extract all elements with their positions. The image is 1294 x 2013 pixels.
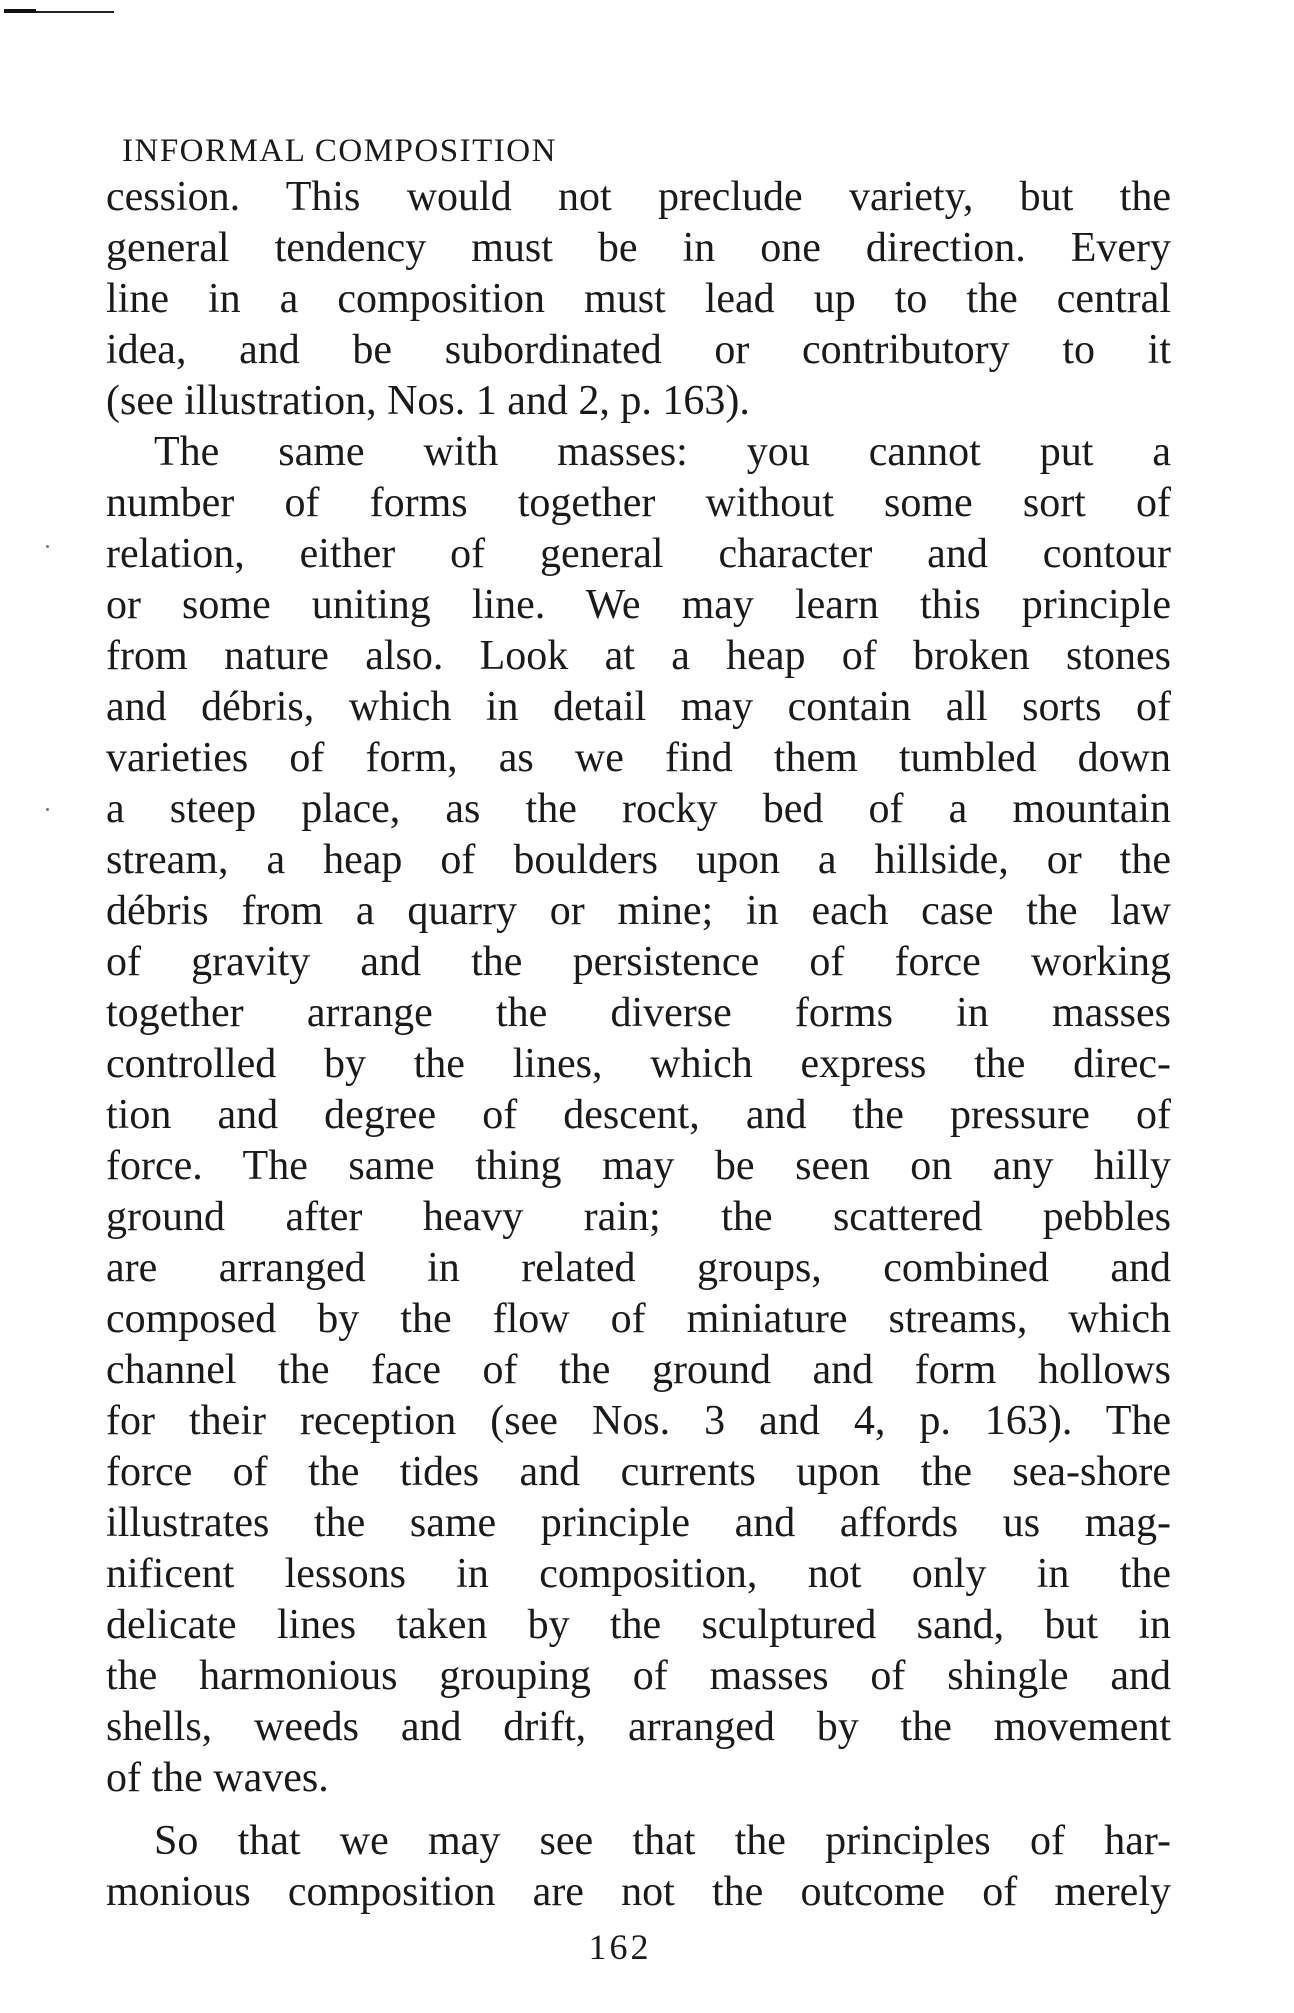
text-line: or some uniting line. We may learn this principle [106,582,1171,628]
text-line: together arrange the diverse forms in masses [106,990,1171,1036]
text-line: general tendency must be in one direction. Every [106,225,1171,271]
text-line: shells, weeds and drift, arranged by the movement [106,1704,1171,1750]
text-line: from nature also. Look at a heap of broken stones [106,633,1171,679]
text-line: monious composition are not the outcome of merely [106,1869,1171,1915]
text-line: idea, and be subordinated or contributory to it [106,327,1171,373]
text-line: channel the face of the ground and form hollows [106,1347,1171,1393]
text-line: number of forms together without some sort of [106,480,1171,526]
paragraph-gap [106,1804,1171,1816]
text-line: relation, either of general character and contour [106,531,1171,577]
page-number: 162 [588,1927,652,1967]
text-line: for their reception (see Nos. 3 and 4, p. 163). The [106,1398,1171,1444]
text-line: controlled by the lines, which express the direc- [106,1041,1171,1087]
text-line: (see illustration, Nos. 1 and 2, p. 163). [106,378,750,424]
text-line: cession. This would not preclude variety, but the [106,174,1171,220]
text-line: tion and degree of descent, and the pressure of [106,1092,1171,1138]
body-text [106,172,1171,1918]
text-line: illustrates the same principle and affords us mag- [106,1500,1171,1546]
text-line: stream, a heap of boulders upon a hillside, or the [106,837,1171,883]
text-line: ground after heavy rain; the scattered pebbles [106,1194,1171,1240]
text-line: composed by the flow of miniature streams, which [106,1296,1171,1342]
corner-rule-mark [4,11,114,13]
text-line: of the waves. [106,1755,329,1801]
text-line: line in a composition must lead up to the central [106,276,1171,322]
text-line: débris from a quarry or mine; in each case the law [106,888,1171,934]
page-speck [46,545,49,548]
text-line: varieties of form, as we find them tumbled down [106,735,1171,781]
text-line: force. The same thing may be seen on any hilly [106,1143,1171,1189]
text-line: the harmonious grouping of masses of shingle and [106,1653,1171,1699]
text-line: delicate lines taken by the sculptured sand, but in [106,1602,1171,1648]
text-line: and débris, which in detail may contain all sorts of [106,684,1171,730]
text-line: of gravity and the persistence of force working [106,939,1171,985]
page-speck [46,808,49,811]
text-line: nificent lessons in composition, not only in the [106,1551,1171,1597]
text-line: are arranged in related groups, combined and [106,1245,1171,1291]
text-line: So that we may see that the principles of har- [154,1818,1171,1864]
running-head: INFORMAL COMPOSITION [122,133,557,169]
text-line: The same with masses: you cannot put a [154,429,1171,475]
text-line: a steep place, as the rocky bed of a mountain [106,786,1171,832]
text-line: force of the tides and currents upon the sea-shore [106,1449,1171,1495]
